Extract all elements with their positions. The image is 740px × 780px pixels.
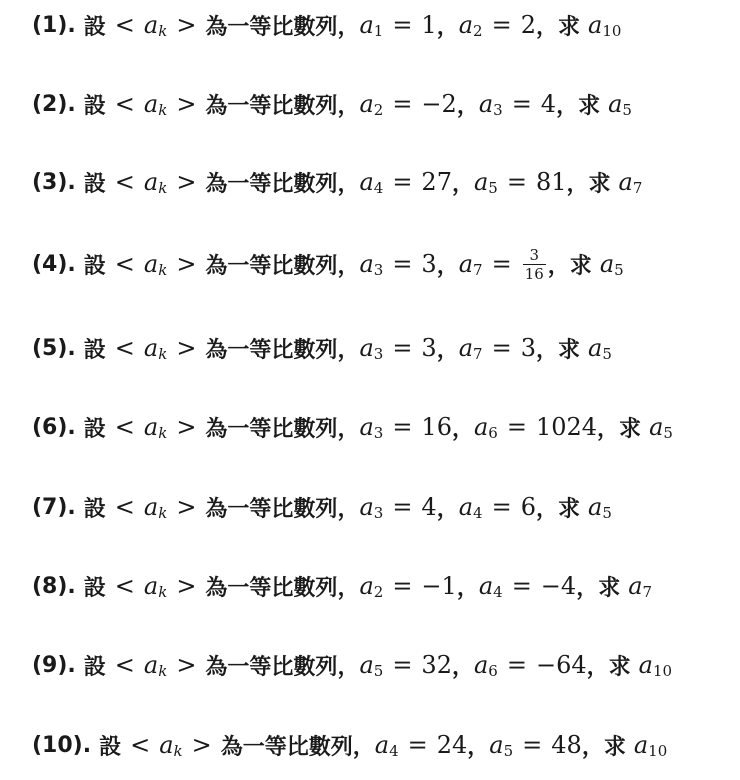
given-value: 81: [535, 168, 567, 196]
target-index: 5: [663, 424, 673, 442]
target-index: 10: [648, 742, 668, 760]
target-index: 7: [642, 583, 653, 601]
target-index: 10: [652, 662, 673, 680]
given-value: 3: [421, 250, 437, 278]
fraction-value: [523, 247, 546, 282]
problem-number: (4).: [32, 251, 76, 277]
problem-8: (8). 設 < a k > 為一等比數列 ， a 2 = −1 ， a 4 = −4 ， 求 a 7: [32, 572, 653, 601]
problem-number: (5).: [32, 335, 76, 361]
problem-6: (6). 設 < a k > 為一等比數列 ， a 3 = 16 ， a 6 = 1024 ， 求 a 5: [32, 413, 673, 442]
problem-10: (10). 設 < a k > 為一等比數列 ， a 4 = 24 ， a 5 = 48 ， 求 a 10: [32, 731, 668, 760]
problem-2: (2). 設 < a k > 為一等比數列 ， a 2 = −2 ， a 3 = 4 ， 求 a 5: [32, 90, 632, 119]
given-value: 24: [436, 731, 468, 759]
problem-number: (1).: [32, 12, 76, 38]
given-value: 4: [540, 90, 557, 118]
given-value: 27: [421, 168, 452, 196]
given-value: 1: [421, 11, 437, 39]
problem-number: (10).: [32, 732, 92, 758]
problem-number: (9).: [32, 652, 76, 678]
problem-3: (3). 設 < a k > 為一等比數列 ， a 4 = 27 ， a 5 = 81 ， 求 a 7: [32, 168, 643, 197]
problem-1: (1). 設 < a k > 為一等比數列 ， a 1 = 1 ， a 2 = 2 ， 求 a 10: [32, 11, 622, 40]
given-value: 1024: [535, 413, 598, 441]
fraction-numerator: 3: [529, 245, 539, 264]
given-value: −1: [421, 572, 457, 600]
problem-number: (3).: [32, 169, 76, 195]
problem-7: (7). 設 < a k > 為一等比數列 ， a 3 = 4 ， a 4 = 6 ， 求 a 5: [32, 493, 612, 522]
problem-number: (2).: [32, 91, 76, 117]
given-value: −2: [421, 90, 457, 118]
given-value: 48: [551, 731, 582, 759]
given-value: 3: [421, 334, 437, 362]
problem-number: (7).: [32, 494, 76, 520]
target-index: 5: [602, 345, 612, 363]
problem-9: (9). 設 < a k > 為一等比數列 ， a 5 = 32 ， a 6 = −64 ， 求 a 10: [32, 651, 673, 680]
fraction-denominator: 16: [524, 264, 544, 283]
given-value: −64: [535, 651, 587, 679]
given-value: 16: [421, 413, 452, 441]
problem-4: (4). 設 < a k > 為一等比數列 ， a 3 = 3 ， a 7 = $\frac{3}{16}$ ， 求 a 5: [32, 245, 624, 283]
given-value: 32: [421, 651, 452, 679]
given-value: 4: [421, 493, 437, 521]
target-index: 5: [602, 504, 612, 522]
given-value: 2: [520, 11, 536, 39]
given-value: 6: [520, 493, 536, 521]
target-index: 10: [602, 22, 622, 40]
given-value: −4: [540, 572, 577, 600]
target-index: 5: [614, 261, 624, 279]
given-value: 3: [520, 334, 536, 362]
problem-number: (8).: [32, 573, 76, 599]
problem-number: (6).: [32, 414, 76, 440]
target-index: 7: [632, 179, 643, 197]
target-index: 5: [622, 101, 632, 119]
problem-5: (5). 設 < a k > 為一等比數列 ， a 3 = 3 ， a 7 = 3 ， 求 a 5: [32, 334, 612, 363]
